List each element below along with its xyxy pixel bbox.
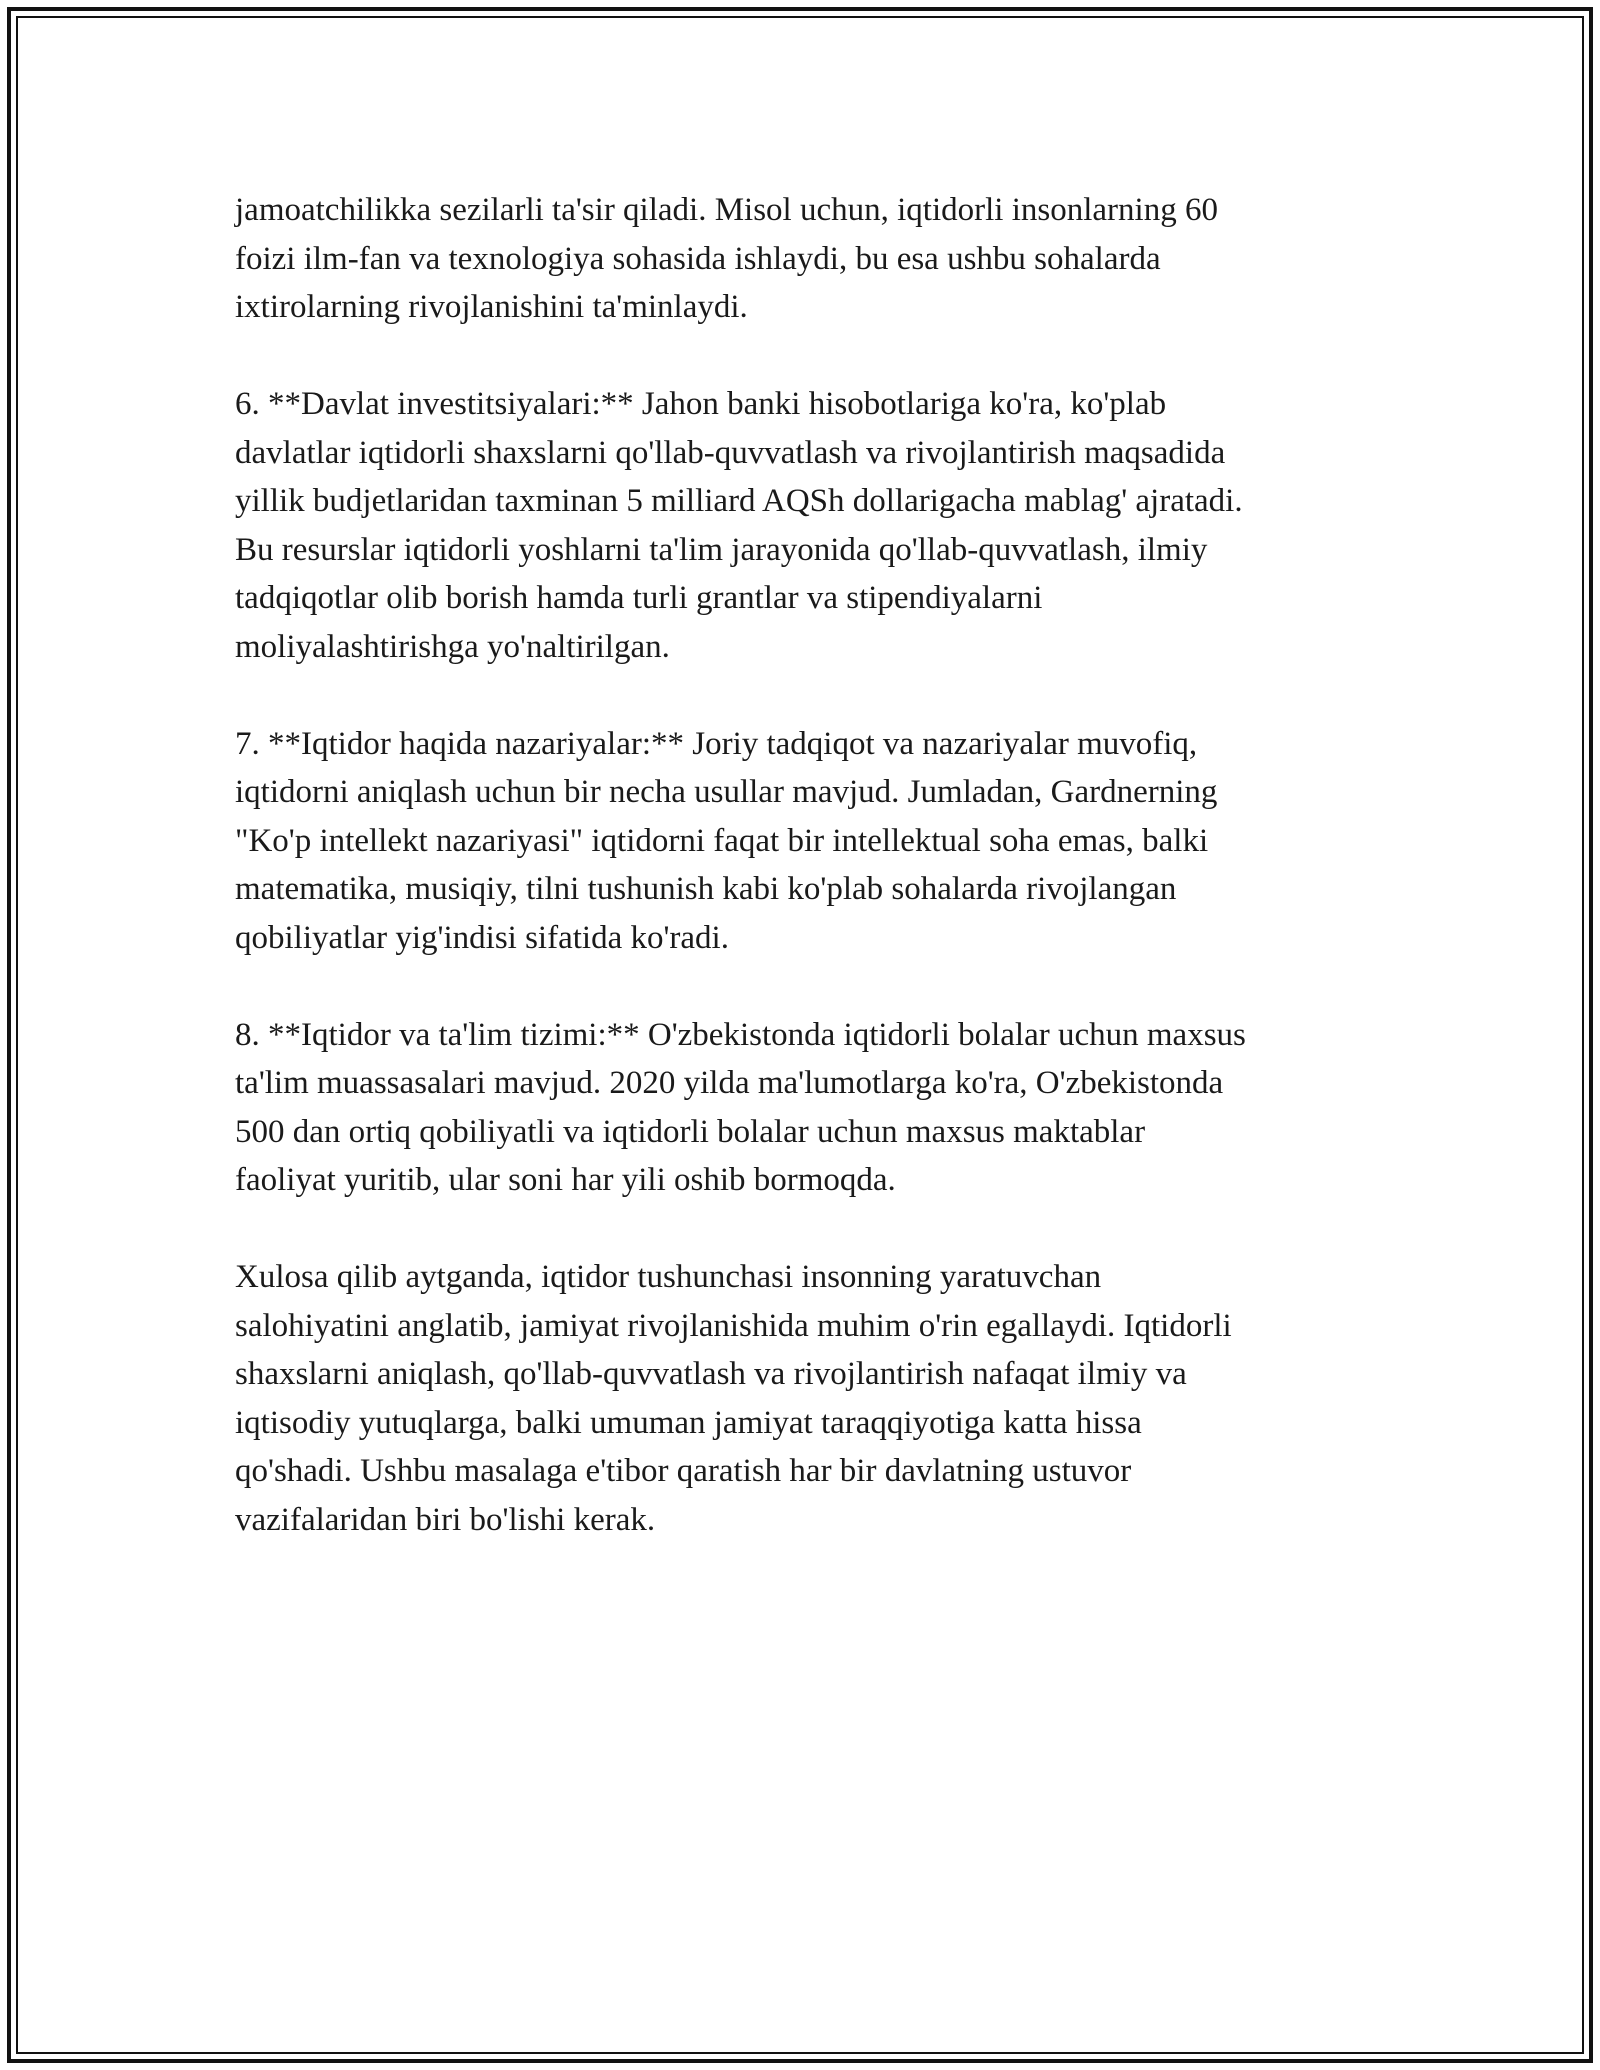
text-line: ta'lim muassasalari mavjud. 2020 yilda ma'lumotlarga ko'ra, O'zbekistonda — [235, 1065, 1224, 1101]
text-line: "Ko'p intellekt nazariyasi" iqtidorni faqat bir intellektual soha emas, balki — [235, 822, 1209, 859]
text-line: vazifalaridan biri bo'lishi kerak. — [235, 1501, 656, 1538]
text-line: faoliyat yuritib, ular soni har yili oshib bormoqda. — [235, 1162, 896, 1198]
text-line: ixtirolarning rivojlanishini ta'minlaydi. — [235, 289, 748, 325]
text-line: foizi ilm-fan va texnologiya sohasida ishlaydi, bu esa ushbu sohalarda — [235, 240, 1161, 277]
text-line: jamoatchilikka sezilarli ta'sir qiladi. Misol uchun, iqtidorli insonlarning 60 — [235, 192, 1218, 228]
paragraph-continuation — [235, 186, 1375, 332]
paragraph-item-7 — [235, 720, 1375, 963]
paragraph-conclusion — [235, 1253, 1375, 1544]
text-line: Bu resurslar iqtidorli yoshlarni ta'lim jarayonida qo'llab-quvvatlash, ilmiy — [235, 531, 1208, 568]
text-line: salohiyatini anglatib, jamiyat rivojlanishida muhim o'rin egallaydi. Iqtidorli — [235, 1307, 1232, 1344]
text-line: 8. **Iqtidor va ta'lim tizimi:** O'zbekistonda iqtidorli bolalar uchun maxsus — [235, 1016, 1246, 1053]
text-line: yillik budjetlaridan taxminan 5 milliard AQSh dollarigacha mablag' ajratadi. — [235, 483, 1243, 519]
text-line: davlatlar iqtidorli shaxslarni qo'llab-quvvatlash va rivojlantirish maqsadida — [235, 434, 1226, 471]
text-line: 7. **Iqtidor haqida nazariyalar:** Joriy tadqiqot va nazariyalar muvofiq, — [235, 725, 1198, 762]
text-line: moliyalashtirishga yo'naltirilgan. — [235, 628, 670, 665]
text-line: 500 dan ortiq qobiliyatli va iqtidorli bolalar uchun maxsus maktablar — [235, 1113, 1146, 1150]
text-line: qo'shadi. Ushbu masalaga e'tibor qaratish har bir davlatning ustuvor — [235, 1453, 1132, 1489]
text-line: iqtidorni aniqlash uchun bir necha usullar mavjud. Jumladan, Gardnerning — [235, 774, 1218, 810]
text-line: qobiliyatlar yig'indisi sifatida ko'radi. — [235, 919, 729, 956]
document-body — [235, 186, 1375, 1593]
text-line: Xulosa qilib aytganda, iqtidor tushunchasi insonning yaratuvchan — [235, 1259, 1102, 1295]
text-line: tadqiqotlar olib borish hamda turli grantlar va stipendiyalarni — [235, 580, 1043, 616]
text-line: 6. **Davlat investitsiyalari:** Jahon banki hisobotlariga ko'ra, ko'plab — [235, 386, 1167, 422]
paragraph-item-8 — [235, 1011, 1375, 1205]
text-line: iqtisodiy yutuqlarga, balki umuman jamiyat taraqqiyotiga katta hissa — [235, 1404, 1142, 1441]
text-line: matematika, musiqiy, tilni tushunish kabi ko'plab sohalarda rivojlangan — [235, 871, 1177, 907]
paragraph-item-6 — [235, 380, 1375, 671]
text-line: shaxslarni aniqlash, qo'llab-quvvatlash va rivojlantirish nafaqat ilmiy va — [235, 1356, 1187, 1392]
